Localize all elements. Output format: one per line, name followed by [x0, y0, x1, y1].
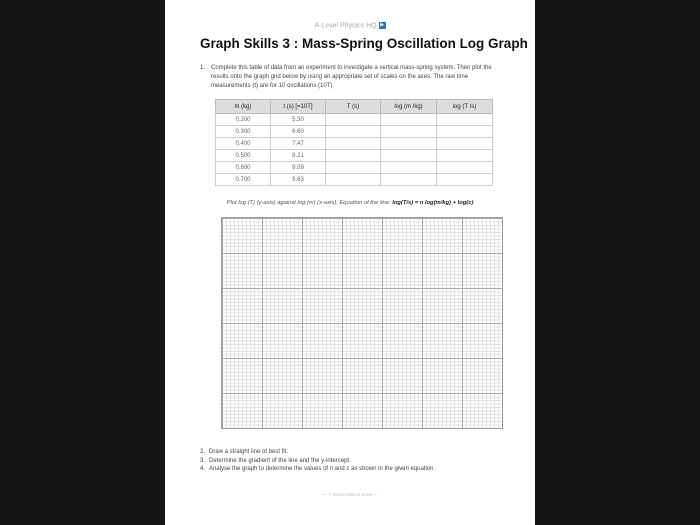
table-row	[216, 150, 493, 162]
steps-list	[200, 448, 435, 474]
table-row	[216, 174, 493, 186]
table-cell: 5.30	[271, 114, 326, 126]
table-cell[interactable]	[381, 162, 437, 174]
instruction-text: Plot log (T) (y-axis) against log (m) (x-axis). Equation of the line:	[226, 200, 393, 206]
table-cell[interactable]	[437, 138, 493, 150]
table-cell[interactable]	[326, 114, 381, 126]
question-1	[200, 64, 500, 91]
step-item: 3. Determine the gradient of the line and the y-intercept.	[200, 457, 351, 464]
copyright-footer: — © Daniel Wilson 2019 —	[322, 492, 378, 497]
plot-instruction	[165, 200, 535, 206]
table-cell[interactable]	[437, 114, 493, 126]
table-cell: 0.400	[216, 138, 271, 150]
table-cell: 7.47	[271, 138, 326, 150]
brand-name: A-Level Physics HQ	[314, 22, 377, 30]
table-cell[interactable]	[437, 174, 493, 186]
column-header: m (kg)	[216, 100, 271, 114]
brand-header	[165, 22, 535, 29]
table-cell[interactable]	[326, 174, 381, 186]
table-cell: 9.63	[271, 174, 326, 186]
equation: log(T/s) = n log(m/kg) + log(c)	[392, 200, 474, 206]
column-header: T (s)	[326, 100, 381, 114]
data-table	[215, 99, 493, 186]
table-row	[216, 162, 493, 174]
table-cell[interactable]	[381, 150, 437, 162]
table-cell: 8.21	[271, 150, 326, 162]
table-cell: 0.600	[216, 162, 271, 174]
step-item: 2. Draw a straight line of best fit.	[200, 449, 289, 455]
column-header: log (m /kg)	[381, 100, 437, 114]
table-cell: 0.700	[216, 174, 271, 186]
table-cell[interactable]	[326, 126, 381, 138]
table-cell: 9.09	[271, 162, 326, 174]
table-cell[interactable]	[381, 114, 437, 126]
play-logo-icon: ▶	[380, 22, 385, 28]
table-cell[interactable]	[326, 162, 381, 174]
question-number: 1.	[200, 65, 206, 71]
column-header: t (s) [=10T]	[271, 100, 326, 114]
table-row	[216, 114, 493, 126]
table-cell[interactable]	[437, 126, 493, 138]
table-row	[216, 126, 493, 138]
step-item: 4. Analyse the graph to determine the values of n and c as shown in the given equation.	[200, 466, 436, 472]
table-cell[interactable]	[437, 162, 493, 174]
table-cell[interactable]	[381, 126, 437, 138]
table-cell: 0.300	[216, 126, 271, 138]
table-cell: 6.60	[271, 126, 326, 138]
table-cell[interactable]	[326, 138, 381, 150]
question-text: Complete this table of data from an experiment to investigate a vertical mass-spring system. Then plot the results onto the graph grid below by using an appropriate set of scales on the axes. The raw time measurements (t) are for 10 oscillations (10T).	[211, 65, 492, 89]
page-title: Graph Skills 3 : Mass-Spring Oscillation Log Graph	[200, 36, 528, 51]
table-row	[216, 138, 493, 150]
table-cell[interactable]	[381, 174, 437, 186]
table-cell: 0.500	[216, 150, 271, 162]
worksheet-page	[165, 0, 535, 525]
table-cell: 0.200	[216, 114, 271, 126]
table-cell[interactable]	[437, 150, 493, 162]
graph-grid[interactable]	[221, 217, 503, 429]
table-cell[interactable]	[381, 138, 437, 150]
table-cell[interactable]	[326, 150, 381, 162]
column-header: log (T /s)	[437, 100, 493, 114]
